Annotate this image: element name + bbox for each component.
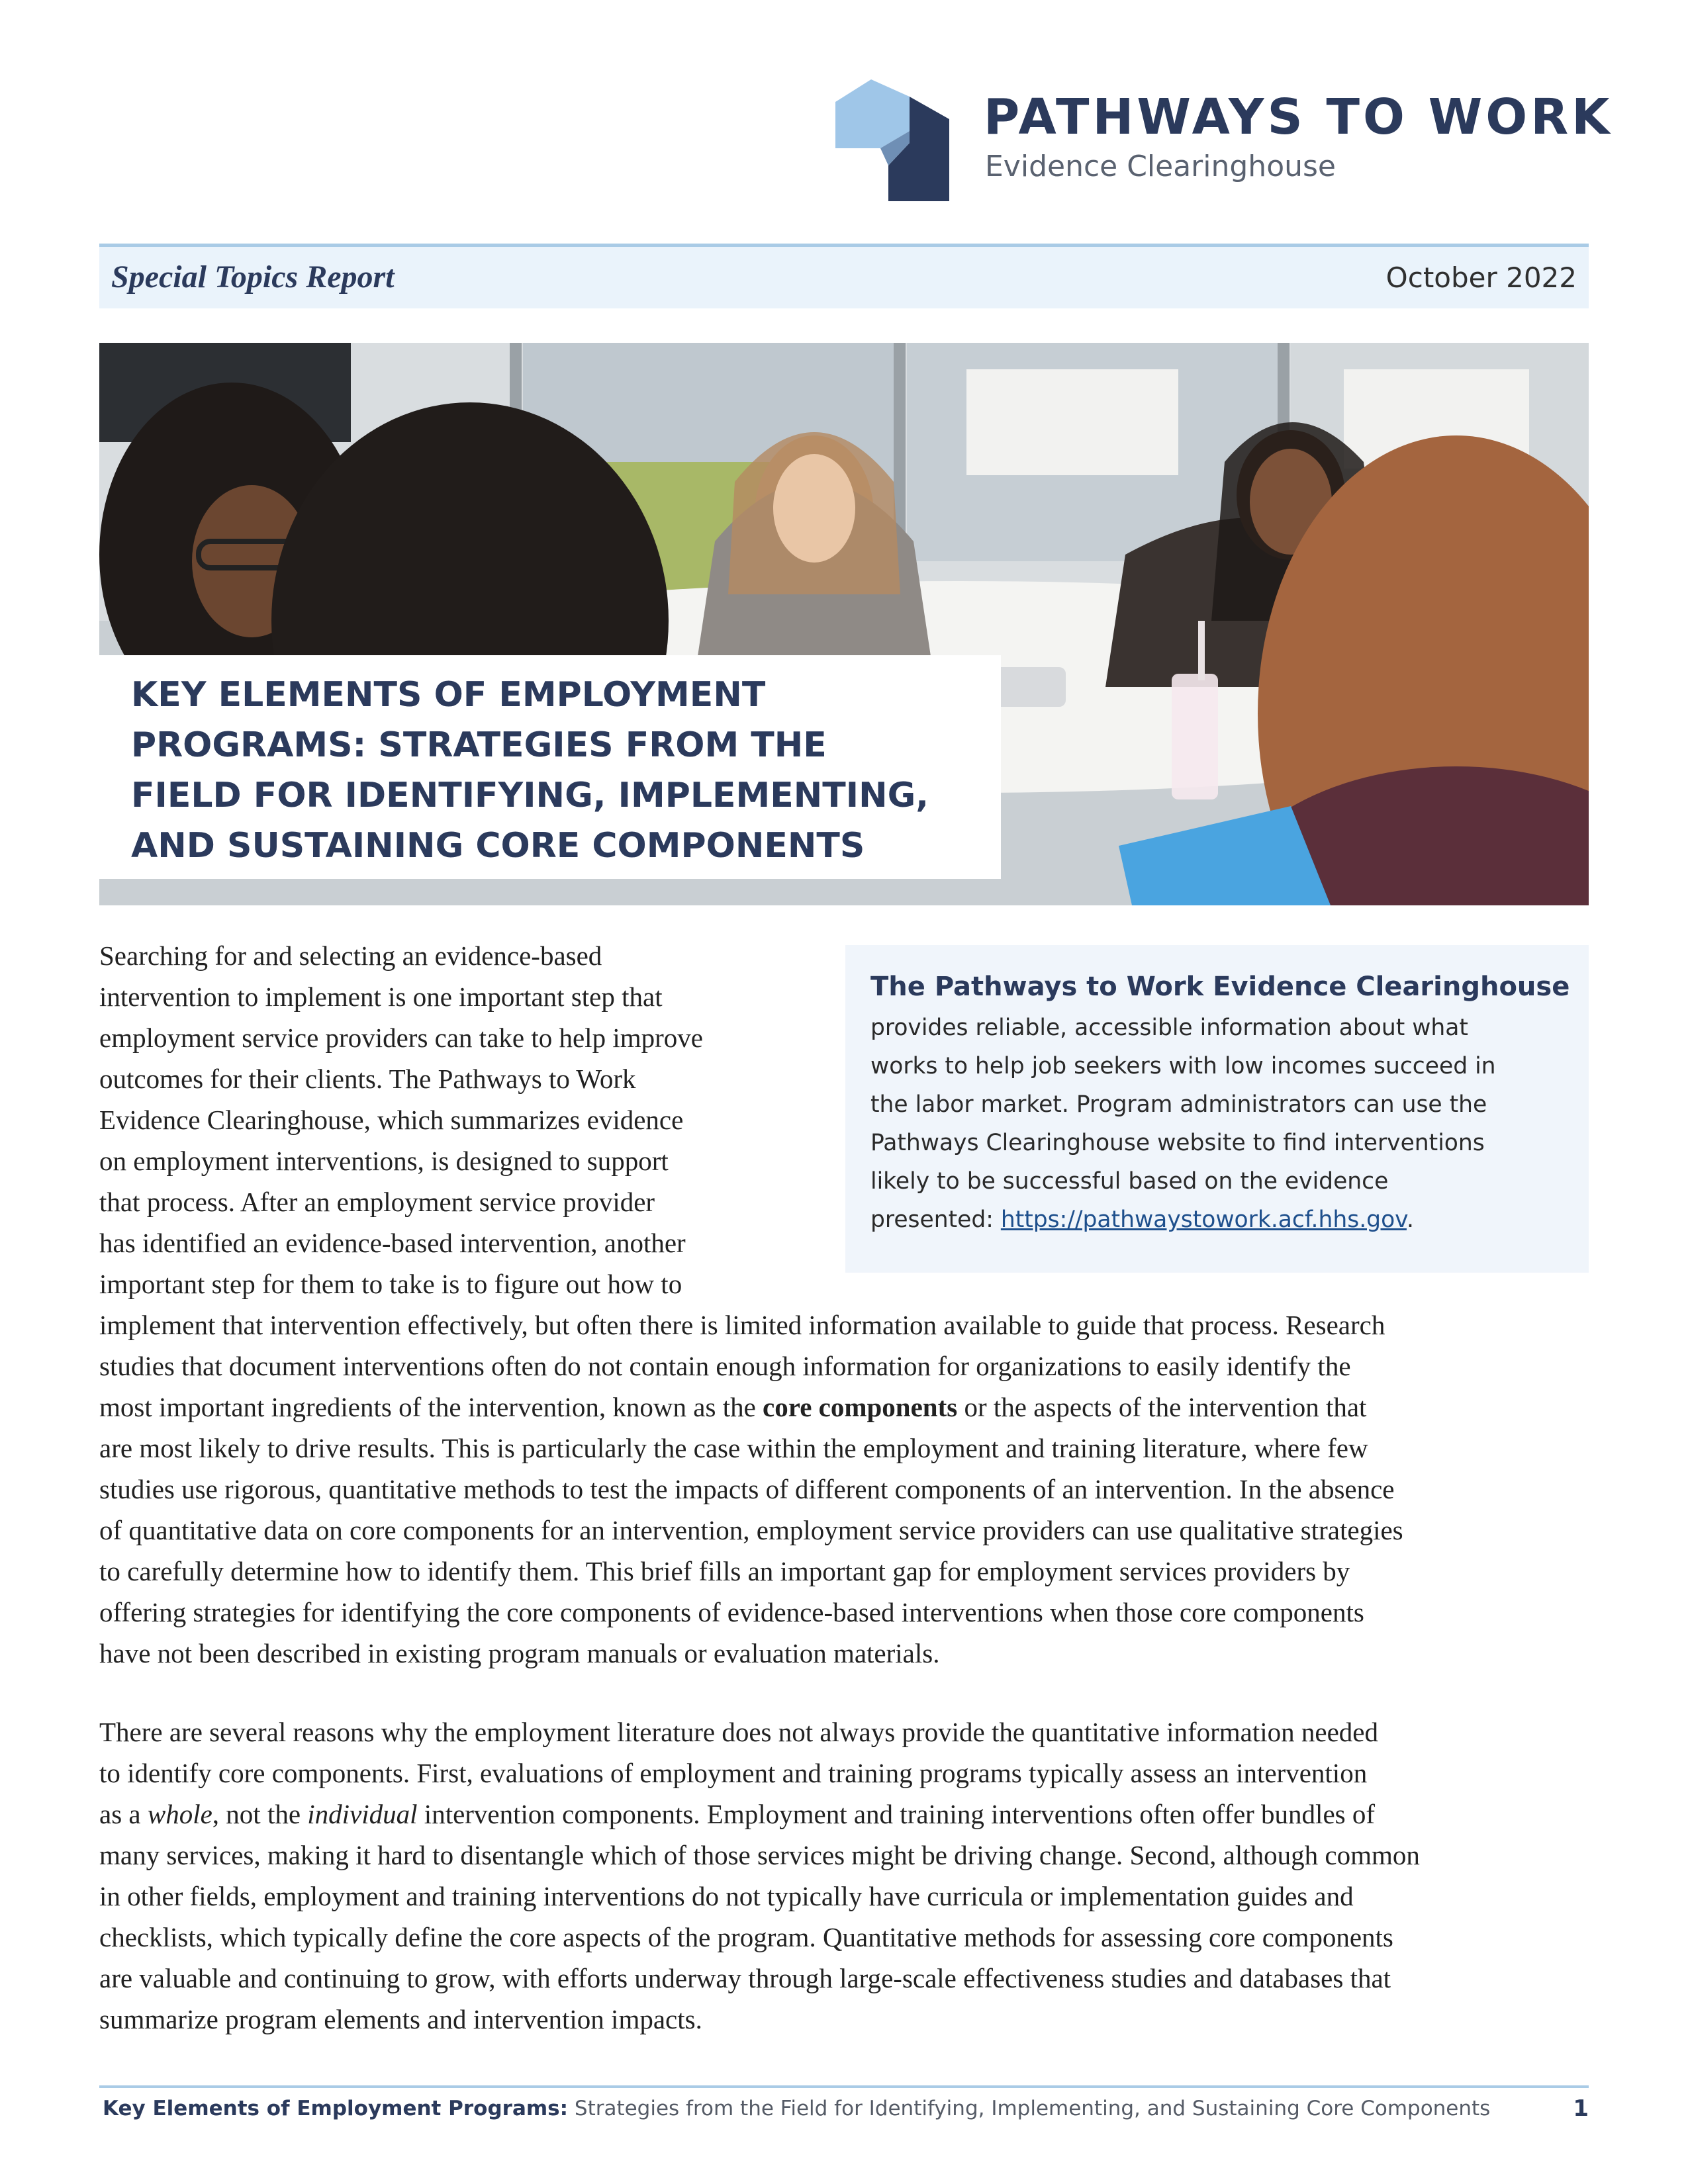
title-line: AND SUSTAINING CORE COMPONENTS [131,826,865,866]
body-line: many services, making it hard to disentangle which of those services might be driving change. Second, although common [99,1840,1420,1870]
callout-line: Pathways Clearinghouse website to find interventions [870,1130,1485,1156]
pathways-logo-icon [835,79,949,201]
body-line: Searching for and selecting an evidence-based [99,940,602,971]
title-line: KEY ELEMENTS OF EMPLOYMENT [131,675,766,715]
brand-title: PATHWAYS TO WORK [984,89,1613,146]
body-line: in other fields, employment and training interventions do not typically have curricula or implementation guides and [99,1881,1354,1911]
callout-prefix: presented: [870,1206,1001,1233]
body-line: have not been described in existing program manuals or evaluation materials. [99,1638,940,1668]
footer-title-rest: Strategies from the Field for Identifying, Implementing, and Sustaining Core Components [568,2097,1491,2120]
body-line: There are several reasons why the employment literature does not always provide the quantitative information needed [99,1717,1379,1747]
body-line: implement that intervention effectively, but often there is limited information available to guide that process. Research [99,1310,1385,1340]
body-line: outcomes for their clients. The Pathways to Work [99,1064,636,1094]
callout-line: provides reliable, accessible information about what [870,1015,1468,1041]
body-line: that process. After an employment service provider [99,1187,655,1217]
body-line: important step for them to take is to figure out how to [99,1269,682,1299]
page-title [131,670,969,871]
callout-suffix: . [1406,1206,1414,1233]
whole-term: whole [147,1799,212,1829]
body-paragraph-2 [99,1711,1589,2040]
report-type-label: Special Topics Report [111,259,395,295]
title-line: PROGRAMS: STRATEGIES FROM THE [131,725,827,765]
body-line: employment service providers can take to help improve [99,1023,703,1053]
callout-line: works to help job seekers with low incomes succeed in [870,1053,1496,1079]
body-line: to identify core components. First, evaluations of employment and training programs typically assess an intervention [99,1758,1368,1788]
title-box [99,655,1001,879]
individual-term: individual [307,1799,418,1829]
line-prefix: most important ingredients of the intervention, known as the [99,1392,763,1422]
report-date: October 2022 [1385,261,1577,294]
body-line: studies use rigorous, quantitative methods to test the impacts of different components of an intervention. In the absence [99,1474,1395,1504]
body-paragraph-1 [99,935,1589,1674]
body-line-core-components [99,1387,1589,1428]
footer-running-title [103,2097,1490,2120]
brand-subtitle: Evidence Clearinghouse [985,150,1336,183]
body-line: Evidence Clearinghouse, which summarizes evidence [99,1105,684,1135]
footer-title-bold: Key Elements of Employment Programs: [103,2097,569,2120]
title-line: FIELD FOR IDENTIFYING, IMPLEMENTING, [131,776,929,815]
body-line: are valuable and continuing to grow, with efforts underway through large-scale effectiveness studies and databases that [99,1963,1391,1993]
body-line: studies that document interventions often do not contain enough information for organizations to easily identify the [99,1351,1351,1381]
footer-divider [99,2085,1589,2088]
body-line: are most likely to drive results. This is particularly the case within the employment and training literature, where few [99,1433,1368,1463]
body-line: on employment interventions, is designed to support [99,1146,669,1176]
page-number: 1 [1573,2095,1589,2122]
clearinghouse-link[interactable]: https://pathwaystowork.acf.hhs.gov [1000,1206,1407,1233]
line-part: as a [99,1799,148,1829]
body-line: has identified an evidence-based intervention, another [99,1228,686,1258]
line-part: intervention components. Employment and training interventions often offer bundles of [417,1799,1375,1829]
body-line: to carefully determine how to identify them. This brief fills an important gap for employment services providers by [99,1556,1350,1586]
core-components-term: core components [763,1392,958,1422]
callout-line: the labor market. Program administrators can use the [870,1091,1487,1118]
body-line: intervention to implement is one important step that [99,981,663,1012]
body-line: summarize program elements and intervention impacts. [99,2004,702,2034]
callout-line: likely to be successful based on the evidence [870,1168,1389,1195]
body-line: of quantitative data on core components for an intervention, employment service providers can use qualitative strategies [99,1515,1403,1545]
body-line: offering strategies for identifying the core components of evidence-based interventions when those core components [99,1597,1364,1627]
line-suffix: or the aspects of the intervention that [957,1392,1367,1422]
callout-title: The Pathways to Work Evidence Clearinghouse [870,972,1570,1002]
body-line: checklists, which typically define the core aspects of the program. Quantitative methods for assessing core components [99,1922,1393,1952]
report-header-band [99,244,1589,308]
line-part: , not the [212,1799,308,1829]
body-line-emphasis [99,1794,1589,1835]
